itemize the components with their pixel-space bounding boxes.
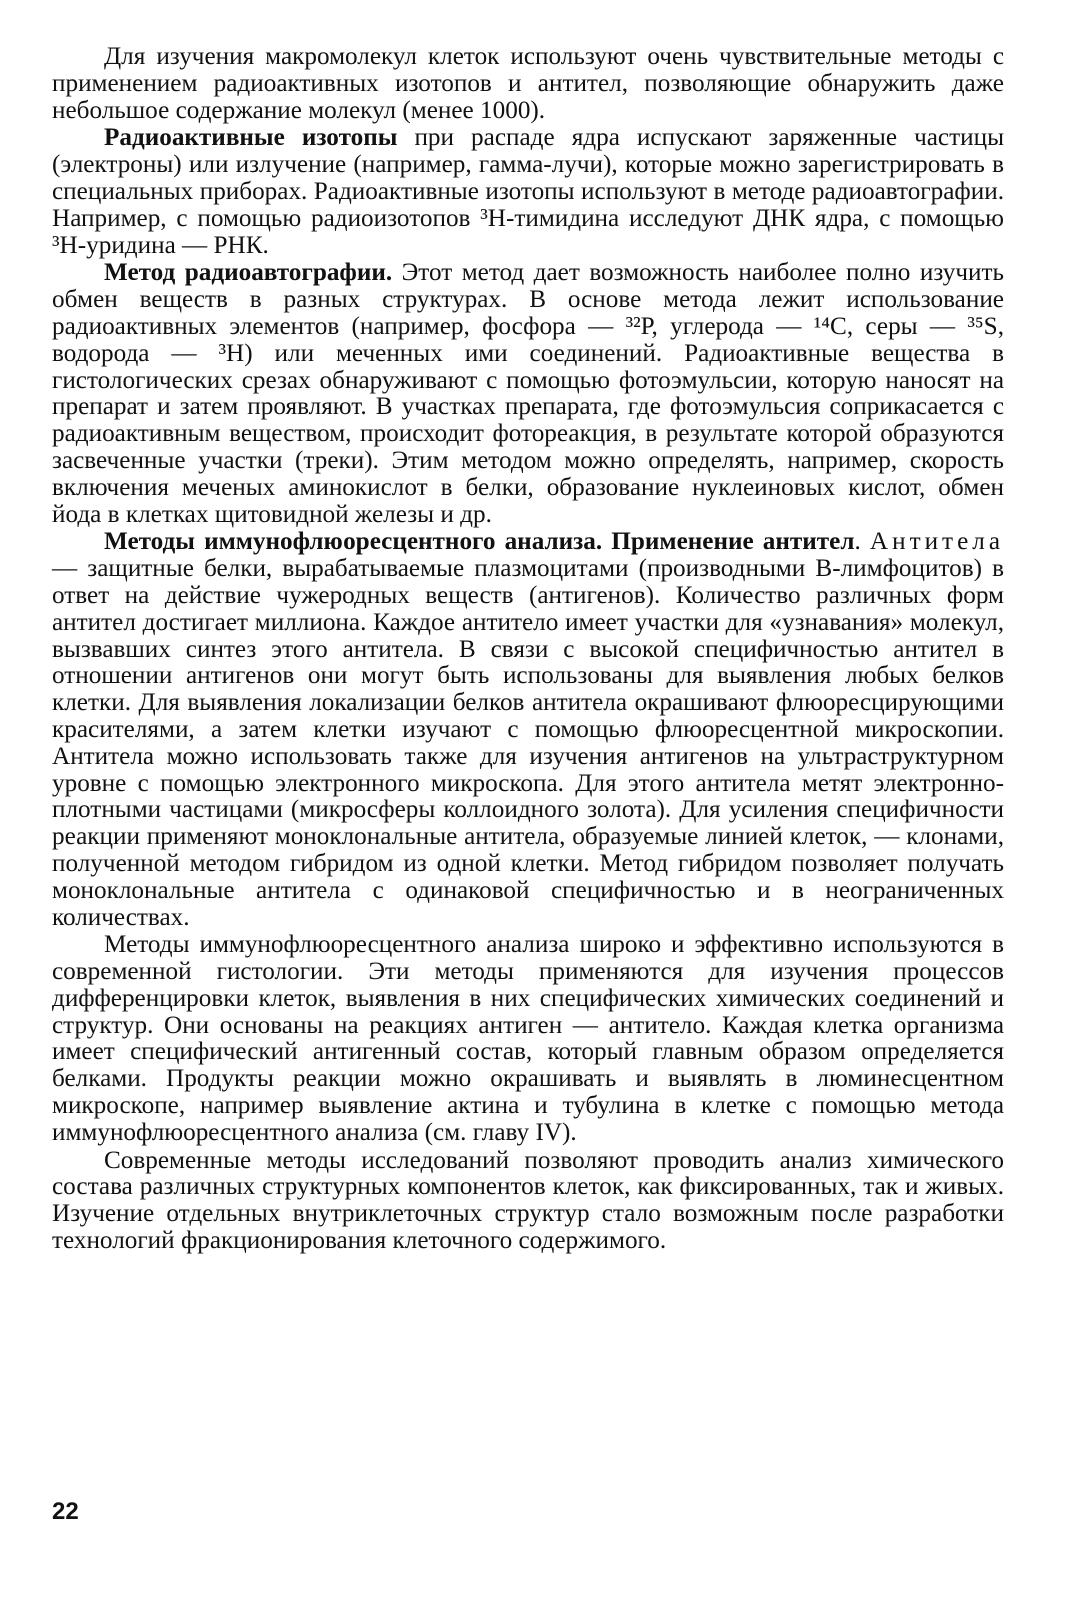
paragraph-radioactive-isotopes [52, 125, 1004, 259]
run-in-heading: Методы иммунофлюоресцентного анализа. Применение антител [104, 528, 855, 556]
paragraph-text: Методы иммунофлюоресцентного анализа широко и эффективно используются в современной гистологии. Эти методы применяются для изучения процессов дифференцировки клеток, выявления в них специфических химических соединений и структур. Они основаны на реакциях антиген — антитело. Каждая клетка организма имеет специфический антигенный состав, который главным образом определяется белками. Продукты реакции можно окрашивать и выявлять в люминесцентном микроскопе, например выявление актина и тубулина в клетке с помощью метода иммунофлюоресцентного анализа (см. главу IV). [52, 931, 1004, 1146]
paragraph-text: при распаде ядра испускают заряженные частицы (электроны) или излучение (например, гамма-лучи), которые можно зарегистрировать в специальных приборах. Радиоактивные изотопы используют в методе радиоавтографии. Например, с помощью радиоизотопов ³Н-тимидина исследуют ДНК ядра, с помощью ³Н-уридина — РНК. [52, 124, 1004, 259]
paragraph-immunofluorescence-use [52, 932, 1004, 1146]
paragraph-text: Этот метод дает возможность наиболее полно изучить обмен веществ в разных структурах. В основе метода лежит использование радиоактивных элементов (например, фосфора — ³²Р, углерода — ¹⁴С, серы — ³⁵S, водорода — ³Н) или меченных ими соединений. Радиоактивные вещества в гистологических срезах обнаруживают с помощью фотоэмульсии, которую наносят на препарат и затем проявляют. В участках препарата, где фотоэмульсия соприкасается с радиоактивным веществом, происходит фотореакция, в результате которой образуются засвеченные участки (треки). Этим методом можно определять, например, скорость включения меченых аминокислот в белки, образование нуклеиновых кислот, обмен йода в клетках щитовидной железы и др. [52, 259, 1004, 528]
page-number: 22 [52, 1498, 79, 1525]
paragraph-text: . [854, 528, 870, 556]
paragraph-text: Для изучения макромолекул клеток используют очень чувствительные методы с применением радиоактивных изотопов и антител, позволяющие обнаружить даже небольшое содержание молекул (менее 1000). [52, 43, 1004, 124]
paragraph-text: Современные методы исследований позволяют проводить анализ химического состава различных структурных компонентов клеток, как фиксированных, так и живых. Изучение отдельных внутриклеточных структур стало возможным после разработки технологий фракционирования клеточного содержимого. [52, 1146, 1004, 1255]
paragraph-text: — защитные белки, вырабатываемые плазмоцитами (производными В-лимфоцитов) в ответ на действие чужеродных веществ (антигенов). Количество различных форм антител достигает миллиона. Каждое антитело имеет участки для «узнавания» молекул, вызвавших синтез этого антитела. В связи с высокой специфичностью антител в отношении антигенов они могут быть использованы для выявления любых белков клетки. Для выявления локализации белков антитела окрашивают флюоресцирующими красителями, а затем клетки изучают с помощью флюоресцентной микроскопии. Антитела можно использовать также для изучения антигенов на ультраструктурном уровне с помощью электронного микроскопа. Для этого антитела метят электронно-плотными частицами (микросферы коллоидного золота). Для усиления специфичности реакции применяют моноклональные антитела, образуемые линией клеток, — клонами, полученной методом гибридом из одной клетки. Метод гибридом позволяет получать моноклональные антитела с одинаковой специфичностью и в неограниченных количествах. [52, 555, 1004, 931]
paragraph-modern-methods [52, 1148, 1004, 1255]
paragraph-radioautography [52, 260, 1004, 528]
spaced-term: Антитела [869, 528, 1004, 556]
run-in-heading: Метод радиоавтографии. [104, 259, 393, 287]
run-in-heading: Радиоактивные изотопы [104, 124, 398, 152]
page-body [52, 44, 1004, 1255]
paragraph-immunofluorescence [52, 529, 1004, 931]
paragraph-intro [52, 44, 1004, 124]
